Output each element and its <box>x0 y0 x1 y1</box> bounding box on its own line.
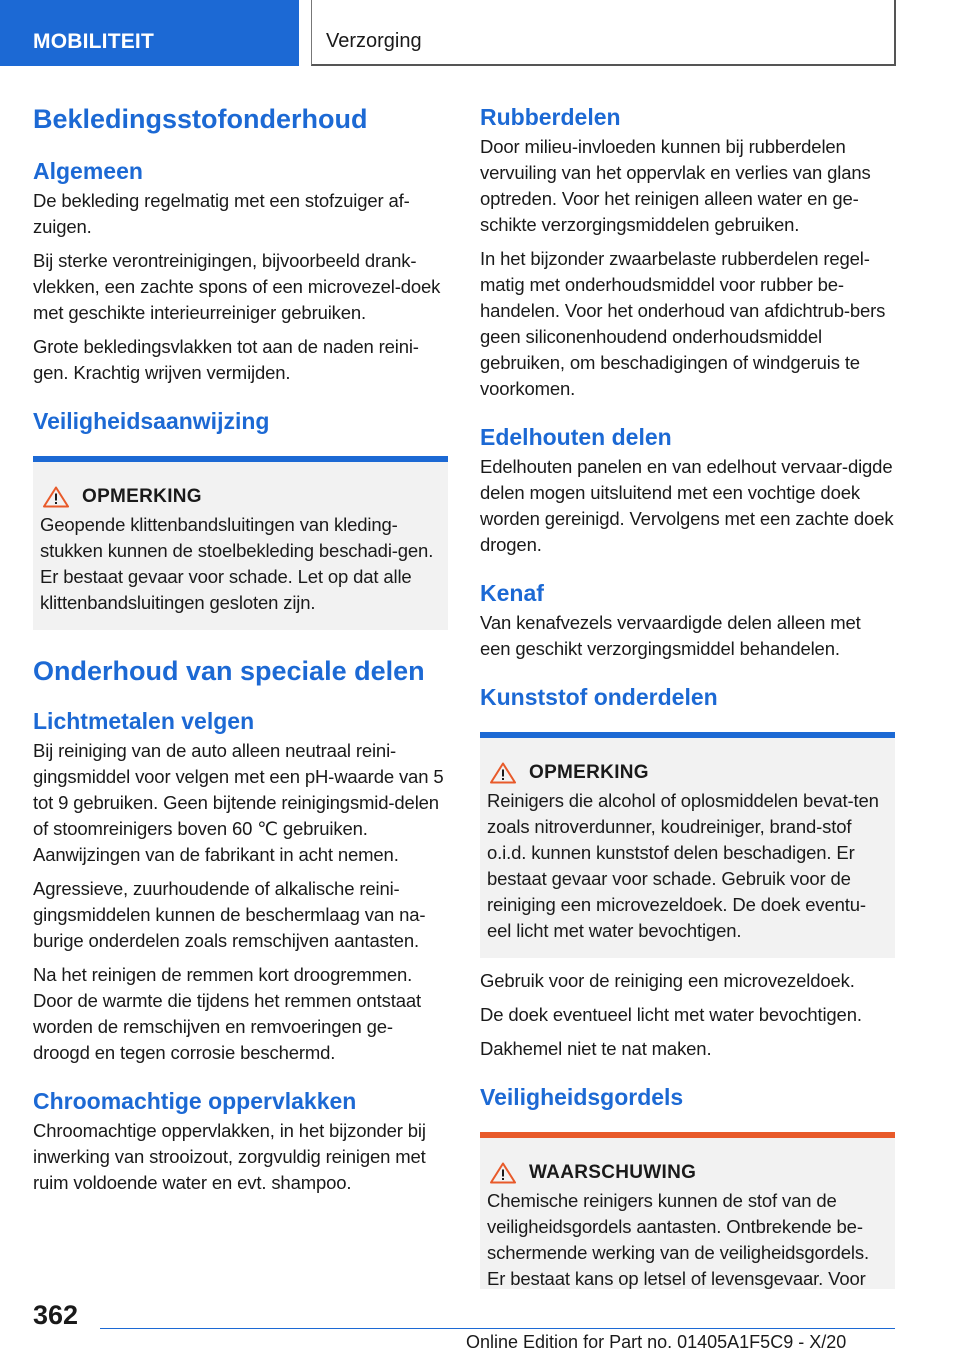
paragraph: Gebruik voor de reiniging een microvezeldoek. <box>480 970 855 991</box>
chapter-label: Verzorging <box>326 30 422 52</box>
right-column <box>480 96 895 1289</box>
heading-safety: Veiligheidsaanwijzing <box>33 408 270 434</box>
paragraph: Na het reinigen de remmen kort droogremmen. Door de warmte die tijdens het remmen ontstaat worden de remschijven en remvoeringen ge-droogd en tegen corrosie beschermd. <box>33 964 421 1063</box>
note-title: OPMERKING <box>82 486 202 507</box>
heading-kenaf: Kenaf <box>480 580 544 606</box>
note-text: Geopende klittenbandsluitingen van kleding-stukken kunnen de stoelbekleding beschadi-gen. Er bestaat gevaar voor schade. Let op dat alle klittenbandsluitingen gesloten zijn. <box>40 514 434 613</box>
heading-seatbelts: Veiligheidsgordels <box>480 1084 684 1110</box>
paragraph: Agressieve, zuurhoudende of alkalische reini-gingsmiddelen kunnen de beschermlaag van na-burige onderdelen zoals remschijven aantasten. <box>33 878 426 951</box>
page-footer <box>0 1290 960 1362</box>
heading-chrome: Chroomachtige oppervlakken <box>33 1088 357 1114</box>
note-header <box>40 486 440 508</box>
paragraph: Chroomachtige oppervlakken, in het bijzonder bij inwerking van strooizout, zorgvuldig reinigen met ruim voldoende water en evt. shampoo. <box>33 1120 426 1193</box>
heading-rubber: Rubberdelen <box>480 104 621 130</box>
note-title: WAARSCHUWING <box>529 1162 697 1183</box>
note-text: Chemische reinigers kunnen de stof van de veiligheidsgordels aantasten. Ontbrekende be-schermende werking van de veiligheidsgordels. Er bestaat kans op letsel of levensgevaar. Voor <box>487 1190 869 1289</box>
paragraph: Dakhemel niet te nat maken. <box>480 1038 712 1059</box>
section-tab: MOBILITEIT <box>0 0 299 66</box>
paragraph: De bekleding regelmatig met een stofzuiger af-zuigen. <box>33 190 410 237</box>
paragraph: Bij reiniging van de auto alleen neutraal reini-gingsmiddel voor velgen met een pH-waarde van 5 tot 9 gebruiken. Geen bijtende reinigingsmid-delen of stoomreinigers boven 60 ℃ gebruiken. Aanwijzingen van de fabrikant in acht nemen. <box>33 740 444 865</box>
paragraph: Van kenafvezels vervaardigde delen alleen met een geschikt verzorgingsmiddel behandelen. <box>480 612 861 659</box>
paragraph: Bij sterke verontreinigingen, bijvoorbeeld drank-vlekken, een zachte spons of een microvezel-doek met geschikte interieurreiniger gebruiken. <box>33 250 441 323</box>
warning-triangle-icon <box>490 1162 516 1184</box>
note-header <box>487 762 887 784</box>
heading-plastic: Kunststof onderdelen <box>480 684 718 710</box>
paragraph: Grote bekledingsvlakken tot aan de naden reini-gen. Krachtig wrijven vermijden. <box>33 336 419 383</box>
heading-general: Algemeen <box>33 158 143 184</box>
note-title: OPMERKING <box>529 762 649 783</box>
page-header <box>0 0 960 66</box>
footer-divider <box>100 1328 895 1329</box>
paragraph: Door milieu-invloeden kunnen bij rubberdelen vervuiling van het oppervlak en verlies van glans optreden. Voor het reinigen alleen water en ge-schikte verzorgingsmiddelen gebruiken. <box>480 136 871 235</box>
heading-upholstery: Bekledingsstofonderhoud <box>33 104 368 134</box>
chapter-box <box>311 0 896 66</box>
heading-alloy-wheels: Lichtmetalen velgen <box>33 708 255 734</box>
page-number: 362 <box>33 1300 79 1330</box>
warning-triangle-icon <box>490 762 516 784</box>
note-header <box>487 1162 887 1184</box>
heading-special-parts: Onderhoud van speciale delen <box>33 656 425 686</box>
heading-wood: Edelhouten delen <box>480 424 672 450</box>
left-column <box>33 96 448 1196</box>
paragraph: De doek eventueel licht met water bevochtigen. <box>480 1004 862 1025</box>
note-text: Reinigers die alcohol of oplosmiddelen bevat-ten zoals nitroverdunner, koudreiniger, brand-stof o.i.d. kunnen kunststof delen beschadigen. Er bestaat gevaar voor schade. Gebruik voor de reiniging een microvezeldoek. De doek eventu-eel licht met water bevochtigen. <box>487 790 879 941</box>
warning-box <box>480 1132 895 1289</box>
note-box <box>480 732 895 958</box>
note-box <box>33 456 448 630</box>
paragraph: In het bijzonder zwaarbelaste rubberdelen regel-matig met onderhoudsmiddel voor rubber be-handelen. Voor het onderhoud van afdichtrub-bers geen siliconenhoudend onderhoudsmiddel gebruiken, om beschadigingen of windgeruis te voorkomen. <box>480 248 886 399</box>
paragraph: Edelhouten panelen en van edelhout vervaar-digde delen mogen uitsluitend met een vochtige doek worden gereinigd. Vervolgens met een zachte doek drogen. <box>480 456 894 555</box>
warning-triangle-icon <box>43 486 69 508</box>
edition-text: Online Edition for Part no. 01405A1F5C9 - X/20 <box>466 1332 847 1352</box>
